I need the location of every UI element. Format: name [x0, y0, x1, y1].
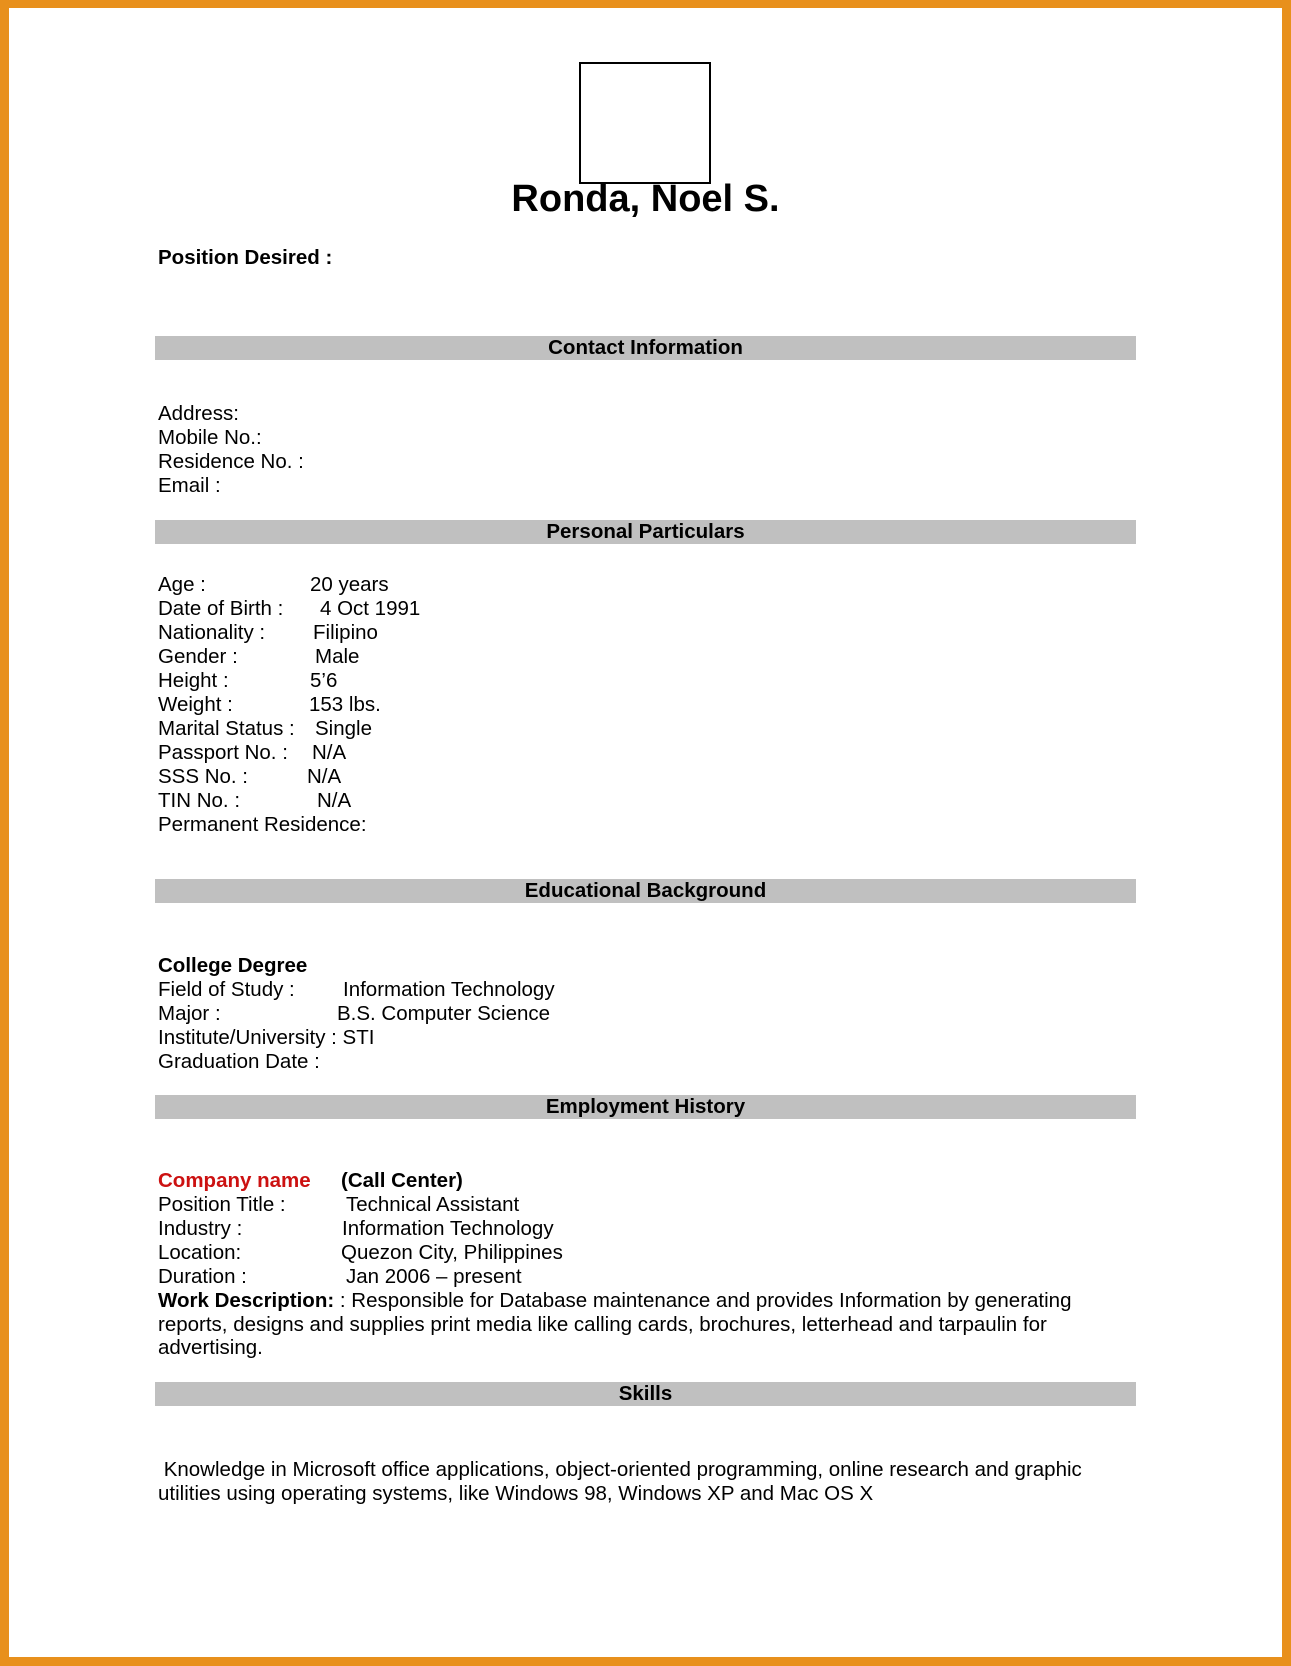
section-education: Educational Background: [155, 879, 1136, 903]
personal-label: TIN No. :: [158, 789, 241, 812]
location-label: Location:: [158, 1241, 242, 1264]
personal-label: Marital Status :: [158, 717, 295, 740]
duration-label: Duration :: [158, 1265, 247, 1288]
position-title-label: Position Title :: [158, 1193, 286, 1216]
education-graduation-label: Graduation Date :: [158, 1050, 320, 1073]
personal-value: N/A: [307, 765, 342, 788]
work-description-label: Work Description:: [158, 1289, 335, 1312]
personal-value: 20 years: [310, 573, 389, 596]
personal-value: N/A: [312, 741, 347, 764]
position-desired-label: Position Desired :: [158, 246, 333, 269]
skills-text: Knowledge in Microsoft office applications, object-oriented programming, online research and graphic utilities using operating systems, like Windows 98, Windows XP and Mac OS X: [158, 1458, 1088, 1505]
company-name-label: Company name: [158, 1169, 311, 1192]
personal-label: Permanent Residence:: [158, 813, 367, 836]
personal-label: Date of Birth :: [158, 597, 284, 620]
contact-address: Address:: [158, 402, 239, 425]
location-value: Quezon City, Philippines: [341, 1241, 563, 1264]
applicant-name: Ronda, Noel S.: [511, 178, 780, 220]
section-skills: Skills: [155, 1382, 1136, 1406]
personal-label: Passport No. :: [158, 741, 288, 764]
contact-mobile: Mobile No.:: [158, 426, 262, 449]
personal-value: Filipino: [313, 621, 378, 644]
personal-value: 5’6: [310, 669, 338, 692]
contact-email: Email :: [158, 474, 221, 497]
position-title-value: Technical Assistant: [346, 1193, 520, 1216]
industry-label: Industry :: [158, 1217, 243, 1240]
personal-label: Nationality :: [158, 621, 266, 644]
work-description: [158, 1289, 1118, 1360]
personal-label: Height :: [158, 669, 229, 692]
photo-placeholder: [579, 62, 711, 184]
education-heading: College Degree: [158, 954, 308, 977]
education-field-label: Field of Study :: [158, 978, 295, 1001]
contact-residence: Residence No. :: [158, 450, 304, 473]
personal-label: Weight :: [158, 693, 233, 716]
personal-value: Male: [315, 645, 360, 668]
education-major-label: Major :: [158, 1002, 221, 1025]
personal-value: Single: [315, 717, 372, 740]
section-employment: Employment History: [155, 1095, 1136, 1119]
personal-value: N/A: [317, 789, 352, 812]
duration-value: Jan 2006 – present: [346, 1265, 522, 1288]
education-major-value: B.S. Computer Science: [337, 1002, 551, 1025]
section-personal: Personal Particulars: [155, 520, 1136, 544]
personal-value: 153 lbs.: [309, 693, 381, 716]
industry-value: Information Technology: [342, 1217, 554, 1240]
personal-label: Age :: [158, 573, 206, 596]
education-field-value: Information Technology: [343, 978, 555, 1001]
personal-label: SSS No. :: [158, 765, 249, 788]
education-institute: Institute/University : STI: [158, 1026, 375, 1049]
personal-value: 4 Oct 1991: [320, 597, 421, 620]
company-name-value: (Call Center): [341, 1169, 463, 1192]
personal-label: Gender :: [158, 645, 238, 668]
work-description-text: : Responsible for Database maintenance and provides Information by generating reports, designs and supplies print media like calling cards, brochures, letterhead and tarpaulin for advertising.: [158, 1289, 1072, 1359]
section-contact: Contact Information: [155, 336, 1136, 360]
